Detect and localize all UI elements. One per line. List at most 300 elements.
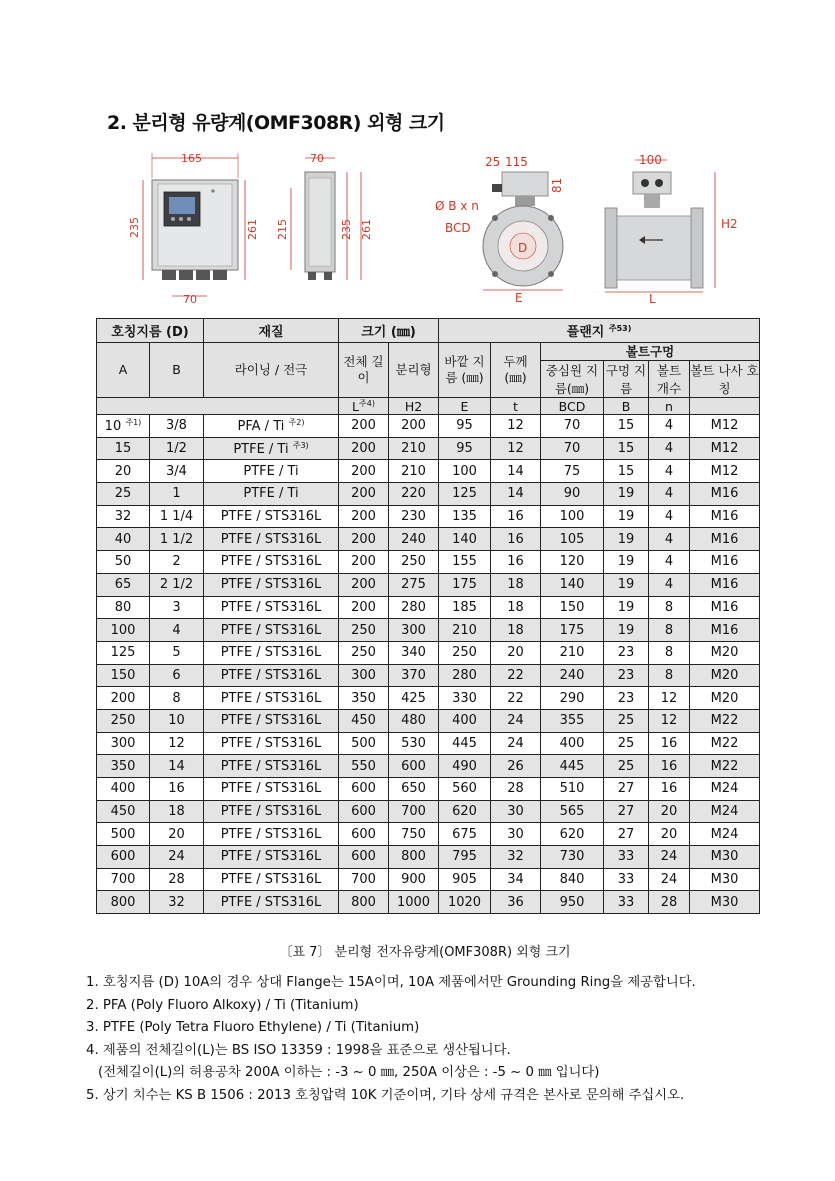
cell-h2: 425 xyxy=(389,687,439,710)
cell-b: 24 xyxy=(150,846,204,869)
cell-e: 100 xyxy=(439,460,491,483)
cell-t: 30 xyxy=(491,823,541,846)
note-4-detail: (전체길이(L)의 허용공차 200A 이하는 : -3 ~ 0 ㎜, 250A 이상은 : -5 ~ 0 ㎜ 입니다) xyxy=(98,1065,600,1080)
cell-hole: 25 xyxy=(604,755,649,778)
cell-t: 18 xyxy=(491,596,541,619)
flange-e-label: E xyxy=(515,291,523,305)
cell-a: 32 xyxy=(97,505,150,528)
cell-mat: PTFE / STS316L xyxy=(204,528,339,551)
header-bolt-thread: 볼트 나사 호칭 xyxy=(690,361,760,398)
cell-t: 24 xyxy=(491,709,541,732)
cell-l: 200 xyxy=(339,483,389,506)
flange-end-view xyxy=(435,155,564,305)
cell-n: 16 xyxy=(649,732,690,755)
cell-b: 2 xyxy=(150,551,204,574)
cell-n: 4 xyxy=(649,437,690,460)
cell-mat: PTFE / STS316L xyxy=(204,891,339,914)
cell-a: 80 xyxy=(97,596,150,619)
cell-a: 800 xyxy=(97,891,150,914)
cell-b: 1 1/2 xyxy=(150,528,204,551)
header-col-b: B xyxy=(150,343,204,398)
cell-a: 200 xyxy=(97,687,150,710)
cell-l: 200 xyxy=(339,528,389,551)
cell-n: 8 xyxy=(649,641,690,664)
cell-a: 450 xyxy=(97,800,150,823)
cell-n: 28 xyxy=(649,891,690,914)
header-total-length: 전체 길이 xyxy=(339,343,389,398)
table-row xyxy=(97,778,760,801)
cell-thread: M16 xyxy=(690,483,760,506)
cell-t: 12 xyxy=(491,415,541,438)
table-row xyxy=(97,641,760,664)
cell-a: 350 xyxy=(97,755,150,778)
cell-e: 185 xyxy=(439,596,491,619)
cell-a: 20 xyxy=(97,460,150,483)
body-l-label: L xyxy=(649,292,656,306)
body-top-label: 100 xyxy=(639,153,662,167)
front-height-outer-label: 261 xyxy=(246,219,259,240)
cell-n: 8 xyxy=(649,619,690,642)
cell-b: 28 xyxy=(150,868,204,891)
cell-h2: 750 xyxy=(389,823,439,846)
code-t: t xyxy=(491,398,541,415)
cell-t: 34 xyxy=(491,868,541,891)
cell-hole: 19 xyxy=(604,619,649,642)
cell-bcd: 120 xyxy=(541,551,604,574)
cell-thread: M30 xyxy=(690,846,760,869)
cell-h2: 530 xyxy=(389,732,439,755)
cell-n: 4 xyxy=(649,551,690,574)
cell-bcd: 140 xyxy=(541,573,604,596)
cell-h2: 900 xyxy=(389,868,439,891)
cell-a: 600 xyxy=(97,846,150,869)
cell-h2: 300 xyxy=(389,619,439,642)
cell-h2: 250 xyxy=(389,551,439,574)
cell-thread: M16 xyxy=(690,573,760,596)
cell-e: 445 xyxy=(439,732,491,755)
front-bottom-label: 70 xyxy=(183,293,197,306)
cell-l: 500 xyxy=(339,732,389,755)
cell-t: 30 xyxy=(491,800,541,823)
header-center-dia: 중심원 지름(㎜) xyxy=(541,361,604,398)
cell-b: 3/4 xyxy=(150,460,204,483)
cell-b: 1 xyxy=(150,483,204,506)
cell-note: 주1) xyxy=(125,418,142,428)
cell-a: 65 xyxy=(97,573,150,596)
cell-e: 250 xyxy=(439,641,491,664)
cell-thread: M20 xyxy=(690,687,760,710)
header-nominal: 호칭지름 (D) xyxy=(97,319,204,343)
cell-t: 16 xyxy=(491,551,541,574)
cell-n: 24 xyxy=(649,868,690,891)
cell-h2: 1000 xyxy=(389,891,439,914)
cell-n: 4 xyxy=(649,505,690,528)
page-title: 2. 분리형 유량계(OMF308R) 외형 크기 xyxy=(107,112,445,134)
cell-h2: 800 xyxy=(389,846,439,869)
dimension-drawings xyxy=(95,148,760,308)
cell-mat: PTFE / STS316L xyxy=(204,687,339,710)
cell-hole: 25 xyxy=(604,732,649,755)
cell-hole: 19 xyxy=(604,551,649,574)
cell-thread: M16 xyxy=(690,505,760,528)
cell-l: 300 xyxy=(339,664,389,687)
cell-bcd: 90 xyxy=(541,483,604,506)
cell-e: 210 xyxy=(439,619,491,642)
side-dim-c-label: 261 xyxy=(360,219,373,240)
cell-n: 12 xyxy=(649,687,690,710)
cell-e: 280 xyxy=(439,664,491,687)
cell-hole: 15 xyxy=(604,437,649,460)
note-1: 1. 호칭지름 (D) 10A의 경우 상대 Flange는 15A이며, 10A 제품에서만 Grounding Ring을 제공합니다. xyxy=(86,975,696,990)
cell-bcd: 175 xyxy=(541,619,604,642)
cell-l: 350 xyxy=(339,687,389,710)
notes-list xyxy=(86,972,786,1107)
cell-l: 600 xyxy=(339,823,389,846)
cell-n: 24 xyxy=(649,846,690,869)
cell-h2: 600 xyxy=(389,755,439,778)
header-thickness: 두께 (㎜) xyxy=(491,343,541,398)
cell-mat: PFA / Ti $^{주2)}$ xyxy=(204,415,339,438)
cell-n: 16 xyxy=(649,755,690,778)
cell-e: 95 xyxy=(439,415,491,438)
side-dim-b-label: 235 xyxy=(340,219,353,240)
cell-mat: PTFE / STS316L xyxy=(204,800,339,823)
cell-a: 500 xyxy=(97,823,150,846)
cell-e: 905 xyxy=(439,868,491,891)
cell-e: 795 xyxy=(439,846,491,869)
cell-t: 14 xyxy=(491,483,541,506)
table-row xyxy=(97,596,760,619)
code-n: n xyxy=(649,398,690,415)
converter-side-view xyxy=(276,152,373,280)
cell-l: 200 xyxy=(339,505,389,528)
cell-l: 200 xyxy=(339,551,389,574)
header-lining: 라이닝 / 전극 xyxy=(204,343,339,398)
cell-b: 8 xyxy=(150,687,204,710)
cell-l: 550 xyxy=(339,755,389,778)
cell-t: 18 xyxy=(491,573,541,596)
code-bcd: BCD xyxy=(541,398,604,415)
cell-note: 주2) xyxy=(288,418,305,428)
header-separate: 분리형 xyxy=(389,343,439,398)
code-h2: H2 xyxy=(389,398,439,415)
cell-e: 560 xyxy=(439,778,491,801)
note-5: 5. 상기 치수는 KS B 1506 : 2013 호칭압력 10K 기준이며, 기타 상세 규격은 본사로 문의해 주십시오. xyxy=(86,1087,685,1103)
cell-thread: M16 xyxy=(690,528,760,551)
cell-hole: 19 xyxy=(604,483,649,506)
cell-t: 14 xyxy=(491,460,541,483)
cell-a: 25 xyxy=(97,483,150,506)
cell-h2: 480 xyxy=(389,709,439,732)
cell-t: 22 xyxy=(491,687,541,710)
cell-hole: 19 xyxy=(604,505,649,528)
note-2: 2. PFA (Poly Fluoro Alkoxy) / Ti (Titanium) xyxy=(86,997,359,1013)
converter-front-view xyxy=(128,152,259,306)
table-row xyxy=(97,573,760,596)
cell-hole: 33 xyxy=(604,891,649,914)
code-l-note: 주4) xyxy=(359,399,375,408)
cell-t: 36 xyxy=(491,891,541,914)
cell-t: 32 xyxy=(491,846,541,869)
cell-bcd: 950 xyxy=(541,891,604,914)
table-row xyxy=(97,551,760,574)
cell-b: 1 1/4 xyxy=(150,505,204,528)
cell-thread: M24 xyxy=(690,800,760,823)
cell-bcd: 70 xyxy=(541,437,604,460)
flange-d3-label: 81 xyxy=(550,177,564,193)
cell-thread: M16 xyxy=(690,619,760,642)
cell-bcd: 510 xyxy=(541,778,604,801)
cell-l: 600 xyxy=(339,846,389,869)
cell-hole: 23 xyxy=(604,664,649,687)
table-row xyxy=(97,868,760,891)
cell-h2: 650 xyxy=(389,778,439,801)
cell-bcd: 840 xyxy=(541,868,604,891)
cell-a: 40 xyxy=(97,528,150,551)
cell-n: 8 xyxy=(649,664,690,687)
cell-note: 주3) xyxy=(292,441,309,451)
cell-mat: PTFE / STS316L xyxy=(204,596,339,619)
cell-thread: M12 xyxy=(690,460,760,483)
cell-mat: PTFE / Ti xyxy=(204,483,339,506)
cell-bcd: 565 xyxy=(541,800,604,823)
cell-a: 50 xyxy=(97,551,150,574)
cell-t: 16 xyxy=(491,528,541,551)
cell-b: 6 xyxy=(150,664,204,687)
cell-bcd: 105 xyxy=(541,528,604,551)
header-size: 크기 (㎜) xyxy=(339,319,439,343)
code-e: E xyxy=(439,398,491,415)
cell-n: 12 xyxy=(649,709,690,732)
cell-b: 10 xyxy=(150,709,204,732)
header-flange: 플랜지 $^{주53)}$ xyxy=(439,319,760,343)
table-body xyxy=(97,415,760,914)
header-col-a: A xyxy=(97,343,150,398)
cell-h2: 280 xyxy=(389,596,439,619)
header-material: 재질 xyxy=(204,319,339,343)
cell-e: 125 xyxy=(439,483,491,506)
cell-t: 24 xyxy=(491,732,541,755)
front-width-label: 165 xyxy=(181,152,202,165)
cell-l: 200 xyxy=(339,415,389,438)
front-height-inner-label: 235 xyxy=(128,217,141,238)
cell-a: 250 xyxy=(97,709,150,732)
flange-d1-label: 25 xyxy=(485,155,501,169)
table-row xyxy=(97,528,760,551)
cell-thread: M22 xyxy=(690,732,760,755)
table-row xyxy=(97,415,760,438)
cell-bcd: 730 xyxy=(541,846,604,869)
cell-a: 300 xyxy=(97,732,150,755)
cell-mat: PTFE / STS316L xyxy=(204,732,339,755)
cell-h2: 370 xyxy=(389,664,439,687)
cell-hole: 27 xyxy=(604,823,649,846)
cell-b: 4 xyxy=(150,619,204,642)
cell-t: 22 xyxy=(491,664,541,687)
dimension-table xyxy=(96,318,760,914)
cell-l: 600 xyxy=(339,800,389,823)
cell-l: 800 xyxy=(339,891,389,914)
cell-bcd: 210 xyxy=(541,641,604,664)
header-flange-note: 주53) xyxy=(608,324,632,333)
cell-e: 330 xyxy=(439,687,491,710)
cell-hole: 27 xyxy=(604,800,649,823)
cell-l: 200 xyxy=(339,596,389,619)
cell-thread: M30 xyxy=(690,868,760,891)
cell-h2: 340 xyxy=(389,641,439,664)
cell-n: 16 xyxy=(649,778,690,801)
cell-l: 200 xyxy=(339,460,389,483)
cell-e: 140 xyxy=(439,528,491,551)
cell-l: 700 xyxy=(339,868,389,891)
cell-bcd: 355 xyxy=(541,709,604,732)
cell-l: 200 xyxy=(339,573,389,596)
cell-b: 20 xyxy=(150,823,204,846)
cell-a: 100 xyxy=(97,619,150,642)
cell-hole: 33 xyxy=(604,868,649,891)
cell-thread: M16 xyxy=(690,551,760,574)
cell-b: 2 1/2 xyxy=(150,573,204,596)
cell-bcd: 290 xyxy=(541,687,604,710)
cell-mat: PTFE / STS316L xyxy=(204,868,339,891)
cell-e: 675 xyxy=(439,823,491,846)
cell-a: 700 xyxy=(97,868,150,891)
cell-e: 1020 xyxy=(439,891,491,914)
cell-thread: M22 xyxy=(690,709,760,732)
cell-b: 1/2 xyxy=(150,437,204,460)
cell-mat: PTFE / STS316L xyxy=(204,573,339,596)
cell-e: 400 xyxy=(439,709,491,732)
table-row xyxy=(97,823,760,846)
cell-thread: M20 xyxy=(690,664,760,687)
cell-mat: PTFE / Ti xyxy=(204,460,339,483)
cell-h2: 200 xyxy=(389,415,439,438)
cell-thread: M30 xyxy=(690,891,760,914)
cell-bcd: 75 xyxy=(541,460,604,483)
cell-bcd: 240 xyxy=(541,664,604,687)
cell-hole: 23 xyxy=(604,687,649,710)
cell-mat: PTFE / STS316L xyxy=(204,846,339,869)
cell-bcd: 100 xyxy=(541,505,604,528)
table-row xyxy=(97,619,760,642)
cell-mat: PTFE / STS316L xyxy=(204,823,339,846)
cell-hole: 15 xyxy=(604,460,649,483)
cell-mat: PTFE / STS316L xyxy=(204,505,339,528)
cell-hole: 19 xyxy=(604,596,649,619)
flange-d-label: D xyxy=(518,241,528,255)
cell-a: 150 xyxy=(97,664,150,687)
cell-hole: 33 xyxy=(604,846,649,869)
cell-hole: 15 xyxy=(604,415,649,438)
code-l: $L^{주4)}$ xyxy=(339,398,389,415)
cell-h2: 240 xyxy=(389,528,439,551)
cell-l: 250 xyxy=(339,619,389,642)
cell-hole: 25 xyxy=(604,709,649,732)
cell-bcd: 150 xyxy=(541,596,604,619)
cell-n: 4 xyxy=(649,483,690,506)
header-outer-dia: 바깥 지름 (㎜) xyxy=(439,343,491,398)
header-bolt-count: 볼트 개수 xyxy=(649,361,690,398)
cell-h2: 220 xyxy=(389,483,439,506)
cell-mat: PTFE / Ti $^{주3)}$ xyxy=(204,437,339,460)
cell-thread: M12 xyxy=(690,437,760,460)
table-row xyxy=(97,687,760,710)
table-row xyxy=(97,460,760,483)
cell-h2: 700 xyxy=(389,800,439,823)
cell-mat: PTFE / STS316L xyxy=(204,641,339,664)
cell-l: 250 xyxy=(339,641,389,664)
table-caption: 〔표 7〕 분리형 전자유량계(OMF308R) 외형 크기 xyxy=(279,945,571,960)
table-row xyxy=(97,846,760,869)
cell-t: 20 xyxy=(491,641,541,664)
cell-mat: PTFE / STS316L xyxy=(204,709,339,732)
cell-bcd: 620 xyxy=(541,823,604,846)
table-row xyxy=(97,664,760,687)
cell-b: 16 xyxy=(150,778,204,801)
cell-n: 4 xyxy=(649,415,690,438)
cell-h2: 230 xyxy=(389,505,439,528)
table-row xyxy=(97,732,760,755)
cell-t: 18 xyxy=(491,619,541,642)
flange-bcd-label: BCD xyxy=(445,221,471,235)
cell-hole: 19 xyxy=(604,573,649,596)
cell-b: 18 xyxy=(150,800,204,823)
cell-mat: PTFE / STS316L xyxy=(204,755,339,778)
cell-mat: PTFE / STS316L xyxy=(204,778,339,801)
cell-hole: 27 xyxy=(604,778,649,801)
cell-thread: M20 xyxy=(690,641,760,664)
cell-b: 5 xyxy=(150,641,204,664)
cell-t: 26 xyxy=(491,755,541,778)
detector-side-view xyxy=(605,153,738,306)
cell-l: 450 xyxy=(339,709,389,732)
cell-b: 3 xyxy=(150,596,204,619)
flange-bolt-label: Ø B x n xyxy=(435,199,479,213)
table-row xyxy=(97,483,760,506)
cell-thread: M22 xyxy=(690,755,760,778)
cell-a: 400 xyxy=(97,778,150,801)
table-row xyxy=(97,891,760,914)
cell-n: 4 xyxy=(649,528,690,551)
cell-thread: M24 xyxy=(690,778,760,801)
cell-t: 16 xyxy=(491,505,541,528)
cell-thread: M12 xyxy=(690,415,760,438)
table-row xyxy=(97,505,760,528)
cell-bcd: 400 xyxy=(541,732,604,755)
cell-e: 490 xyxy=(439,755,491,778)
cell-thread: M16 xyxy=(690,596,760,619)
cell-h2: 210 xyxy=(389,437,439,460)
cell-n: 20 xyxy=(649,823,690,846)
cell-a: 125 xyxy=(97,641,150,664)
table-row xyxy=(97,755,760,778)
cell-b: 32 xyxy=(150,891,204,914)
cell-t: 12 xyxy=(491,437,541,460)
cell-l: 200 xyxy=(339,437,389,460)
cell-hole: 19 xyxy=(604,528,649,551)
cell-e: 95 xyxy=(439,437,491,460)
cell-e: 135 xyxy=(439,505,491,528)
cell-e: 175 xyxy=(439,573,491,596)
side-dim-a-label: 215 xyxy=(276,219,289,240)
body-h2-label: H2 xyxy=(721,217,738,231)
cell-n: 8 xyxy=(649,596,690,619)
cell-l: 600 xyxy=(339,778,389,801)
header-bolt-hole: 볼트구멍 xyxy=(541,343,760,361)
cell-t: 28 xyxy=(491,778,541,801)
code-b: B xyxy=(604,398,649,415)
cell-n: 4 xyxy=(649,573,690,596)
